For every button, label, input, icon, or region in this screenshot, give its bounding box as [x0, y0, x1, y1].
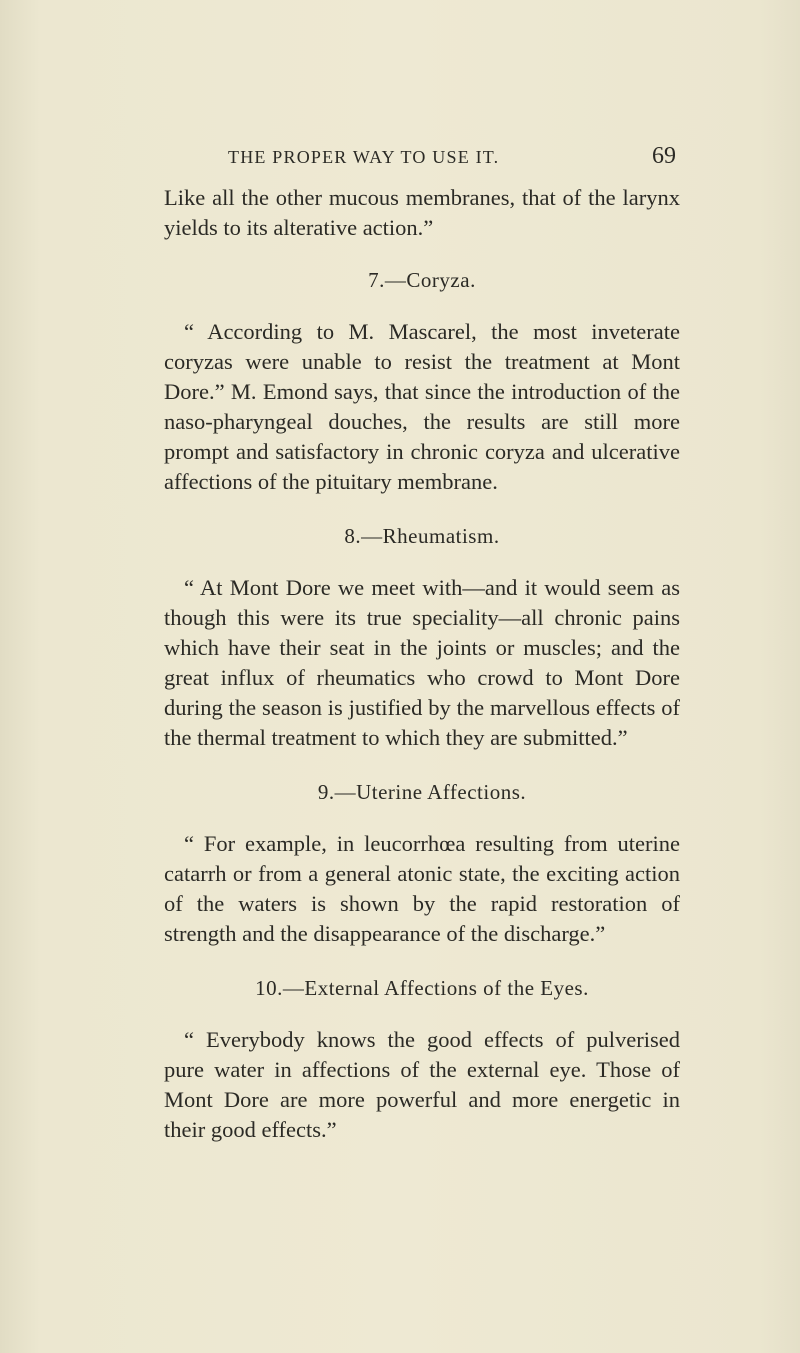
section-text-eye-affections: “ Everybody knows the good effects of pulverised pure water in affections of the external eye. Those of Mont Dore are more powerful and more energetic in their good effects.” — [164, 1027, 680, 1142]
section-text-coryza: “ According to M. Mascarel, the most inveterate coryzas were unable to resist the treatment at Mont Dore.” M. Emond says, that since the introduction of the naso-pharyngeal douches, the results are still more prompt and satisfactory in chronic coryza and ulcerative affections of the pituitary membrane. — [164, 319, 680, 494]
section-heading-uterine-affections: 9.—Uterine Affections. — [317, 780, 527, 804]
text-block — [164, 183, 680, 1145]
section-text-rheumatism: “ At Mont Dore we meet with—and it would seem as though this were its true speciality—all chronic pains which have their seat in the joints or muscles; and the great influx of rheumatics who crowd to Mont Dore during the season is justified by the marvellous effects of the thermal treatment to which they are submitted.” — [164, 575, 680, 750]
page-header — [0, 145, 800, 175]
page-number: 69 — [652, 143, 676, 169]
section-text-uterine-affections: “ For example, in leucorrhœa resulting from uterine catarrh or from a general atonic state, the exciting action of the waters is shown by the rapid restoration of strength and the disappearance of the discharge.” — [164, 831, 680, 946]
intro-paragraph: Like all the other mucous membranes, that of the larynx yields to its alterative action.” — [164, 185, 680, 240]
section-heading-eye-affections: 10.—External Affections of the Eyes. — [255, 976, 589, 1000]
running-head: THE PROPER WAY TO USE IT. — [228, 147, 500, 167]
section-heading-coryza: 7.—Coryza. — [368, 268, 476, 292]
section-heading-rheumatism: 8.—Rheumatism. — [344, 524, 500, 548]
